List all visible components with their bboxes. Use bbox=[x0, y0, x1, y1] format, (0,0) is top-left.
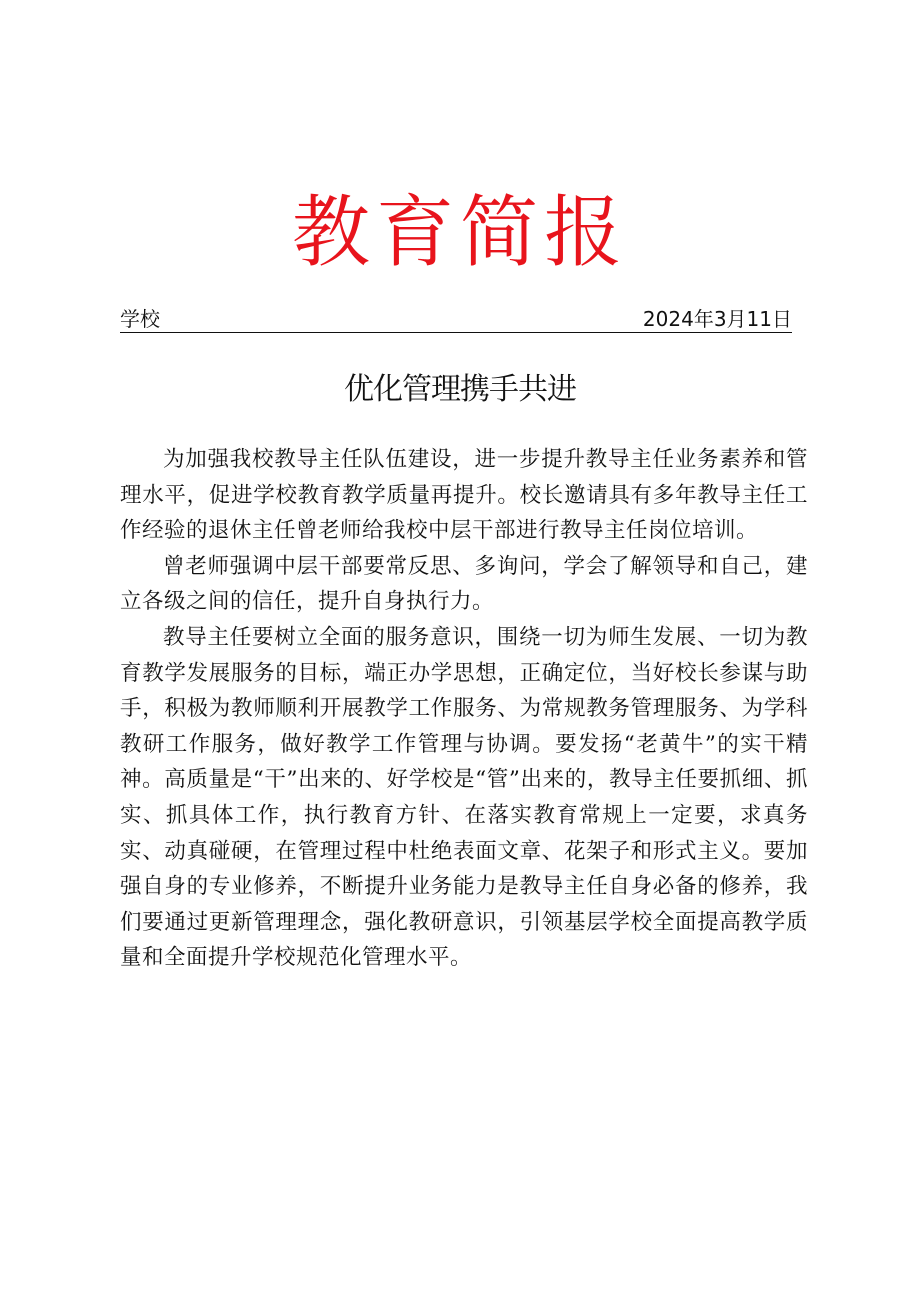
paragraph: 为加强我校教导主任队伍建设，进一步提升教导主任业务素养和管理水平，促进学校教育教学质量再提升。校长邀请具有多年教导主任工作经验的退休主任曾老师给我校中层干部进行教导主任岗位培训。 bbox=[120, 447, 808, 544]
masthead-title: 教育简报 bbox=[291, 188, 628, 278]
school-label: 学校 bbox=[120, 307, 160, 331]
paragraph: 曾老师强调中层干部要常反思、多询问，学会了解领导和自己，建立各级之间的信任，提升自身执行力。 bbox=[120, 553, 808, 615]
header-info-line bbox=[120, 304, 792, 333]
paragraph: 教导主任要树立全面的服务意识，围绕一切为师生发展、一切为教育教学发展服务的目标，端正办学思想，正确定位，当好校长参谋与助手，积极为教师顺利开展教学工作服务、为常规教务管理服务、为学科教研工作服务，做好教学工作管理与协调。要发扬“老黄牛”的实干精神。高质量是“干”出来的、好学校是“管”出来的，教导主任要抓细、抓实、抓具体工作，执行教育方针、在落实教育常规上一定要，求真务实、动真碰硬，在管理过程中杜绝表面文章、花架子和形式主义。要加强自身的专业修养，不断提升业务能力是教导主任自身必备的修养，我们要通过更新管理理念，强化教研意识，引领基层学校全面提高教学质量和全面提升学校规范化管理水平。 bbox=[120, 624, 808, 971]
article-body bbox=[120, 442, 808, 976]
issue-date: 2024年3月11日 bbox=[642, 307, 792, 331]
article-title: 优化管理携手共进 bbox=[344, 372, 576, 407]
